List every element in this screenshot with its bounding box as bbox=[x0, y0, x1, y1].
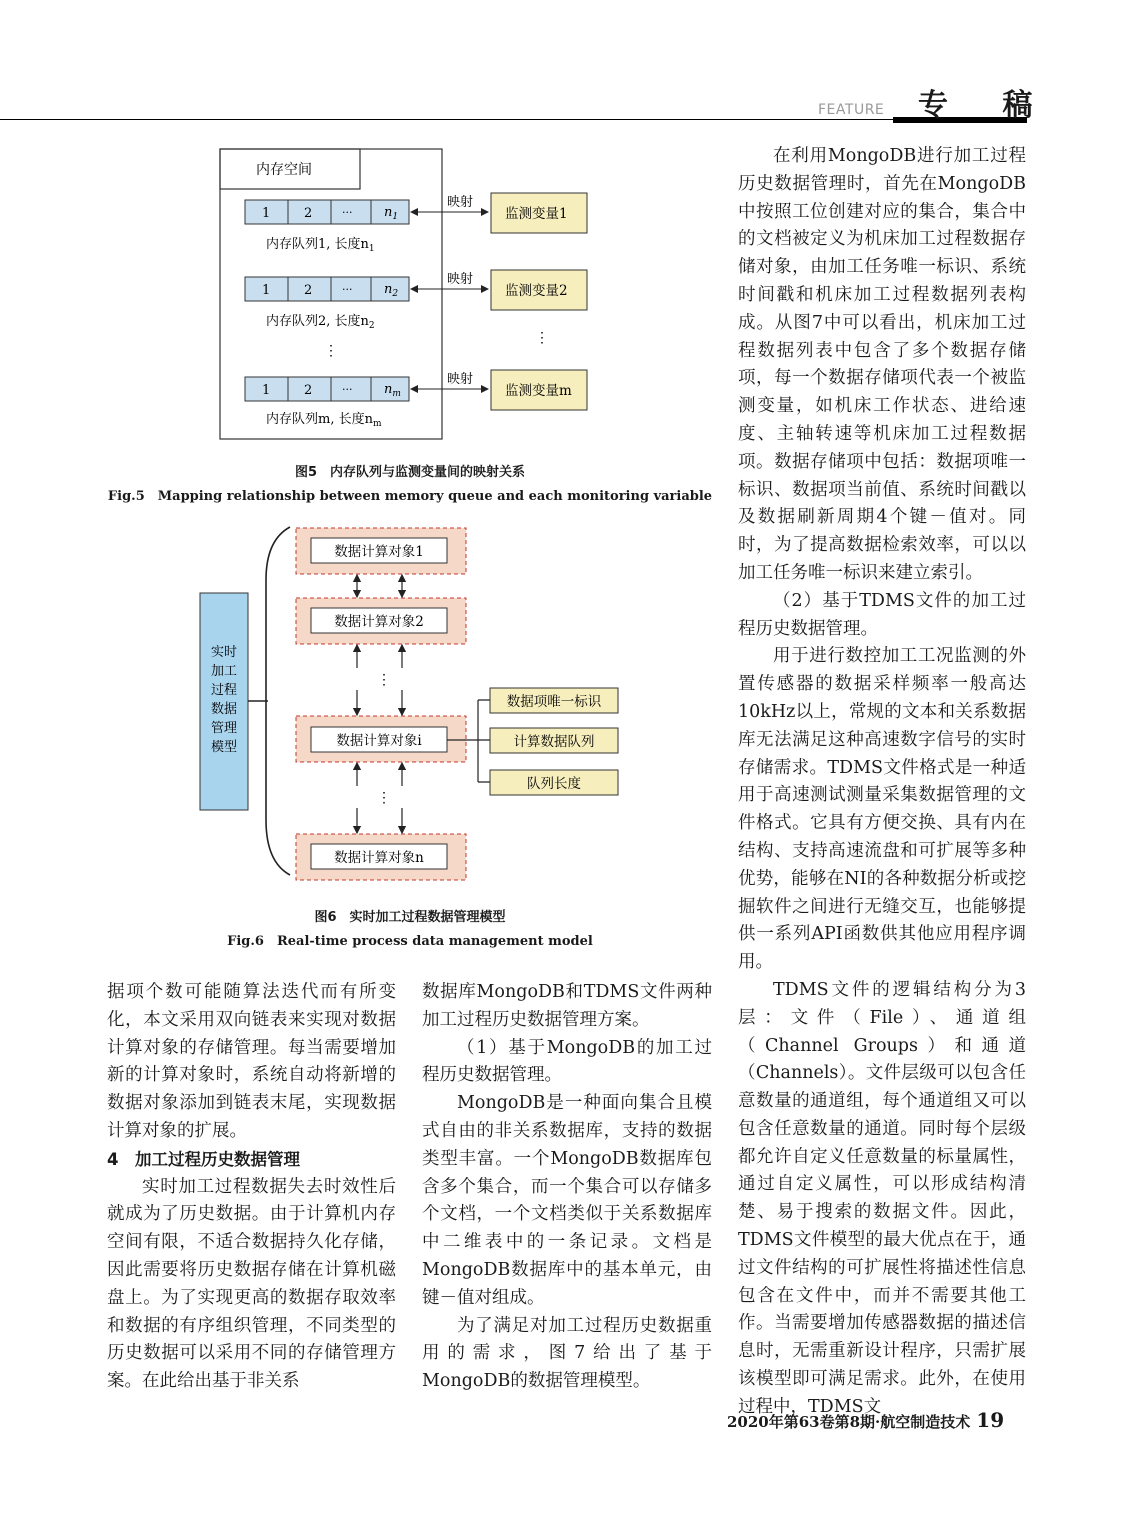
queue-label: 内存队列1, 长度n bbox=[266, 237, 369, 252]
cell-1: 1 bbox=[262, 206, 271, 221]
memory-space-label: 内存空间 bbox=[256, 162, 312, 178]
svg-text:nm: $n_m$ bbox=[384, 382, 401, 399]
attr-length: 队列长度 bbox=[527, 776, 581, 792]
svg-text:监测变量m: 监测变量m bbox=[505, 383, 572, 399]
column-3 bbox=[738, 143, 1026, 1422]
attr-id: 数据项唯一标识 bbox=[506, 694, 602, 710]
paragraph: 用于进行数控加工工况监测的外置传感器的数据采样频率一般高达10kHz以上，常规的文本和关系数据库无法满足这种高速数字信号的实时存储需求。TDMS文件格式是一种适用于高速测试测量采集数据管理的文件格式。它具有方便交换、具有内在结构、支持高速流盘和可扩展等多种优势，能够在NI的各种数据分析或挖掘软件之间进行无缝交互，也能够提供一系列API函数供其他应用程序调用。 bbox=[738, 646, 1026, 973]
vertical-dots: ⋮ bbox=[377, 672, 391, 688]
calc-object-1: 数据计算对象1 bbox=[334, 544, 424, 560]
paragraph: 实时加工过程数据失去时效性后就成为了历史数据。由于计算机内存空间有限，不适合数据持久化存储，因此需要将历史数据存储在计算机磁盘上。为了实现更高的数据存取效率和数据的有序组织管理，不同类型的历史数据可以采用不同的存储管理方案。在此给出基于非关系 bbox=[107, 1176, 396, 1392]
page-number: 19 bbox=[976, 1408, 1005, 1432]
svg-text:n2: $n_2$ bbox=[384, 282, 399, 299]
feature-label: FEATURE bbox=[818, 102, 885, 118]
fig5-caption-en: Fig.5 Mapping relationship between memory queue and each monitoring variable bbox=[107, 489, 713, 504]
fig6-caption-en: Fig.6 Real-time process data management model bbox=[227, 934, 593, 949]
svg-text:1: 1 bbox=[262, 383, 271, 398]
paragraph: MongoDB是一种面向集合且模式自由的非关系数据库，支持的数据类型丰富。一个MongoDB数据库包含多个集合，而一个集合可以存储多个文档，一个文档类似于关系数据库中二维表中的一条记录。文档是MongoDB数据库中的基本单元，由键－值对组成。 bbox=[422, 1093, 712, 1308]
svg-text:2: 2 bbox=[304, 283, 313, 298]
cell-2: 2 bbox=[304, 206, 313, 221]
svg-text:内存队列2, 长度n2: 内存队列2, 长度$n_2$ bbox=[266, 314, 375, 331]
column-2 bbox=[422, 979, 712, 1396]
paragraph: TDMS文件的逻辑结构分为3层：文件（File）、通道组（Channel Groups）和通道（Channels）。文件层级可以包含任意数量的通道组，每个通道组又可以包含任意数量的通道。同时每个层级都允许自定义任意数量的标量属性，通过自定义属性，可以形成结构清楚、易于搜索的数据文件。因此，TDMS文件模型的最大优点在于，通过文件结构的可扩展性将描述性信息包含在文件中，而并不需要其他工作。当需要增加传感器数据的描述信息时，无需重新设计程序，只需扩展该模型即可满足需求。此外，在使用过程中，TDMS文 bbox=[738, 979, 1026, 1417]
paragraph: 数据库MongoDB和TDMS文件两种加工过程历史数据管理方案。 bbox=[422, 982, 712, 1030]
map-label: 映射 bbox=[447, 195, 474, 210]
vertical-dots: ⋮ bbox=[324, 343, 338, 359]
calc-object-n: 数据计算对象n bbox=[334, 850, 424, 866]
svg-text:2: 2 bbox=[304, 383, 313, 398]
memory-queue-1 bbox=[245, 200, 409, 254]
svg-text:···: ··· bbox=[342, 383, 353, 396]
svg-text:映射: 映射 bbox=[447, 372, 474, 387]
vertical-dots: ⋮ bbox=[535, 330, 549, 346]
paragraph: （2）基于TDMS文件的加工过程历史数据管理。 bbox=[738, 590, 1026, 639]
paragraph: （1）基于MongoDB的加工过程历史数据管理。 bbox=[422, 1037, 712, 1086]
model-label: 实时加工过程数据管理模型 bbox=[210, 645, 238, 755]
header-rule bbox=[0, 119, 893, 120]
fig5-caption-cn: 图5 内存队列与监测变量间的映射关系 bbox=[294, 465, 526, 480]
paragraph: 在利用MongoDB进行加工过程历史数据管理时，首先在MongoDB中按照工位创建对应的集合，集合中的文档被定义为机床加工过程数据存储对象，由加工任务唯一标识、系统时间戳和机床加工过程数据列表构成。从图7中可以看出，机床加工过程数据列表中包含了多个数据存储项，每一个数据存储项代表一个被监测变量，如机床工作状态、进给速度、主轴转速等机床加工过程数据项。数据存储项中包括：数据项唯一标识、数据项当前值、系统时间戳以及数据刷新周期4个键－值对。同时，为了提高数据检索效率，可以以加工任务唯一标识来建立索引。 bbox=[738, 146, 1026, 583]
svg-text:映射: 映射 bbox=[447, 272, 474, 287]
svg-text:内存队列m, 长度nm: 内存队列m, 长度$n_m$ bbox=[266, 412, 382, 429]
svg-text:1: 1 bbox=[262, 283, 271, 298]
figure-6 bbox=[190, 520, 630, 890]
attr-queue: 计算数据队列 bbox=[513, 734, 595, 750]
paragraph: 为了满足对加工过程历史数据重用的需求，图7给出了基于MongoDB的数据管理模型。 bbox=[422, 1315, 712, 1392]
journal-info: 2020年第63卷第8期·航空制造技术 bbox=[727, 1413, 971, 1431]
svg-text:···: ··· bbox=[342, 283, 353, 296]
memory-queue-2 bbox=[245, 277, 409, 331]
calc-object-i: 数据计算对象i bbox=[336, 733, 422, 749]
memory-queue-m bbox=[245, 377, 409, 429]
svg-text:监测变量2: 监测变量2 bbox=[505, 283, 568, 299]
calc-object-2: 数据计算对象2 bbox=[334, 614, 424, 630]
section-heading: 4 加工过程历史数据管理 bbox=[107, 1149, 300, 1169]
fig6-caption-cn: 图6 实时加工过程数据管理模型 bbox=[314, 910, 506, 925]
svg-text:监测变量1: 监测变量1 bbox=[505, 206, 568, 222]
cell-last: n bbox=[384, 205, 393, 220]
svg-text:内存队列1, 长度n1: 内存队列1, 长度$n_1$ bbox=[266, 237, 375, 254]
cell-ellipsis: ··· bbox=[342, 206, 353, 219]
figure-5 bbox=[200, 140, 620, 450]
paragraph: 据项个数可能随算法迭代而有所变化，本文采用双向链表来实现对数据计算对象的存储管理。每当需要增加新的计算对象时，系统自动将新增的数据对象添加到链表末尾，实现数据计算对象的扩展。 bbox=[107, 982, 396, 1141]
vertical-dots: ⋮ bbox=[377, 790, 391, 806]
section-title: 专 稿 bbox=[918, 88, 1055, 123]
cell-last-sub: 1 bbox=[392, 212, 399, 222]
footer bbox=[727, 1408, 1004, 1432]
column-1 bbox=[107, 979, 396, 1396]
